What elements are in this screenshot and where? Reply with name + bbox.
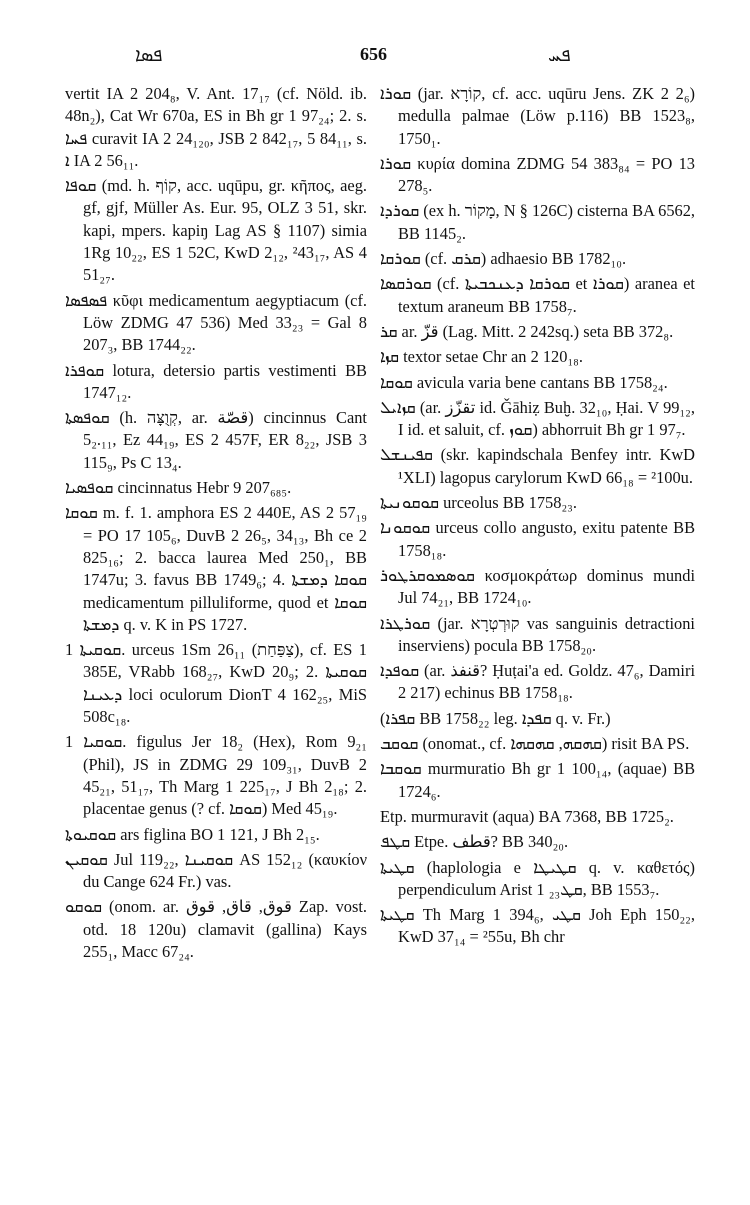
entry: ܩܘܩܘܢܐ urceus collo angusto, exitu patente BB 1758₁₈. <box>380 518 695 560</box>
entry: ܩܘܦܪܐ lotura, detersio partis vestimenti BB 1747₁₂. <box>65 360 367 402</box>
entry: Etp. murmuravit (aqua) BA 7368, BB 1725₂. <box>380 806 674 826</box>
entry: ܩܘܪܕܐ (ex h. מָקוֹר, N § 126C) cisterna BA 6562, BB 1145₂. <box>380 201 695 243</box>
entry: ܩܙܐܝܠ (ar. تقزّز id. Ǧāhiẓ Buḫ. 32₁₀, Ḥai. V 99₁₂, I id. et saluit, cf. ܩܘܙ) abhorruit Bh gr 1 97₇. <box>380 397 695 440</box>
entry: ܩܘܩܐ m. f. 1. amphora ES 2 440E, AS 2 57₁₉ = PO 17 105₆, DuvB 2 26₅, 34₁₃, Bh ce 2 825₁₆; 2. bacca laurea Med 250₁, BB 1747u; 3. favus BB 1749₆; 4. ܩܘܩܐ ܕܡܫܬܐ medicamentum pilluliforme, quod et ܩܘܩܐ ܕܡܫܬܐ q. v. K in PS 1727. <box>65 503 367 634</box>
entry: ܩܘܪܩܐ (cf. ܩܪܩ) adhaesio BB 1782₁₀. <box>380 249 627 269</box>
entry: ܩܘܩܒܐ murmuratio Bh gr 1 100₁₄, (aquae) BB 1724₆. <box>380 759 695 801</box>
entry: ܩܘܦܣܝܐ cincinnatus Hebr 9 207₆₈₅. <box>65 478 292 498</box>
entry: ܩܪ ar. قزّ (Lag. Mitt. 2 242sq.) seta BB 372₈. <box>380 321 674 341</box>
entry: ܩܘܪܐ κυρία domina ZDMG 54 383₈₄ = PO 13 278₅. <box>380 153 695 196</box>
header-left-word: ܦܣܐ <box>135 44 163 66</box>
entry: ܩܘܩܝܘܬܐ ars figlina BO 1 121, J Bh 2₁₅. <box>65 824 320 844</box>
entry: (ܩܦܪܐ BB 1758₂₂ leg. ܩܦܕܐ q. v. Fr.) <box>380 708 611 728</box>
entry: ܩܘܩܐ avicula varia bene cantans BB 1758₂₄. <box>380 372 668 392</box>
entry: ܩܘܪܩܣܐ (cf. ܩܘܪܩܐ ܕܥܢܟܒܝܬܐ et ܩܘܪܐ) aranea et textum araneum BB 1758₇. <box>380 274 695 316</box>
entry: ܩܘܣܡܘܩܪܛܘܪ κοσμοκράτωρ dominus mundi Jul 74₂₁, BB 1724₁₀. <box>380 565 695 608</box>
left-column <box>65 83 367 966</box>
entry: ܩܘܩܘܢܝܬܐ urceolus BB 1758₂₃. <box>380 493 577 513</box>
entry: ܩܘܪܐ (jar. קוֹרָא, cf. acc. uqūru Jens. ZK 2 2₆) medulla palmae (Löw p.116) BB 1523₈, 1750₁. <box>380 84 695 148</box>
entry: ܩܘܩܝܐ 1. figulus Jer 18₂ (Hex), Rom 9₂₁ (Phil), JS in ZDMG 29 109₃₁, DuvB 2 45₂₁, 51₁₇, Th Marg 1 225₁₇, J Bh 2₁₈; 2. placentae genus (? cf. ܩܘܩܐ) Med 45₁₉. <box>65 732 367 819</box>
entry: ܩܛܦ Etpe. قطف? BB 340₂₀. <box>380 832 569 852</box>
entry: ܩܘܦܕܐ (ar. قنفذ? Ḥuṭai'a ed. Goldz. 47₆, Damiri 2 217) echinus BB 1758₁₈. <box>380 661 695 703</box>
page-header <box>60 44 700 72</box>
entry: ܩܘܩܝܬܐ 1. urceus 1Sm 26₁₁ (צַפַּחַת), cf. ES 1 385E, VRabb 168₂₇, KwD 20₉; 2. ܩܘܩܝܬܐ ܕܥܝܢܐ loci oculorum DionT 4 162₂₅, MiS 508c₁₈. <box>65 640 367 727</box>
entry: ܦܣܦܣܐ κῦφι medicamentum aegyptiacum (cf. Löw ZDMG 47 536) Med 33₂₃ = Gal 8 207₃, BB 1744₂₂. <box>65 290 367 355</box>
entry: ܩܦܝܢܫܠ (skr. kapindschala Benfey intr. KwD ¹XLI) lagopus carylorum KwD 66₁₈ = ²100u. <box>380 445 695 487</box>
entry: ܩܛܝܬܐ (haplologia e ܩܛܝܛܐ q. v. καθετός) perpendiculum Arist 1 ܩܛ₂₃, BB 1553₇. <box>380 857 695 899</box>
entry: ܩܘܦܣܬܐ (h. קְוֻצָּה, ar. قصّة) cincinnus Cant 5₂.₁₁, Ez 44₁₉, ES 2 457F, ER 8₂₂, JSB 3 115₉, Ps C 13₄. <box>65 408 367 472</box>
header-right-word: ܦܚ <box>548 44 571 66</box>
entry: ܩܘܪܛܪܐ (jar. קוּרְטְרָא vas sanguinis detractioni inserviens) pocula BB 1758₂₀. <box>380 613 695 655</box>
page-number: 656 <box>360 44 387 64</box>
entry: ܩܙܐ textor setae Chr an 2 120₁₈. <box>380 347 583 367</box>
entry: ܩܘܩܒ (onomat., cf. ܩܗܩܗ, ܩܗܩܗܐ) risit BA PS. <box>380 734 690 754</box>
right-column <box>380 83 695 952</box>
entry: ܩܘܩܝܢ Jul 119₂₂, ܩܘܩܝܢܐ AS 152₁₂ (καυκίον du Cange 624 Fr.) vas. <box>65 849 367 892</box>
entry: ܩܛܝܬܐ Th Marg 1 394₆, ܩܛܝ Joh Eph 150₂₂, KwD 37₁₄ = ²55u, Bh chr <box>380 905 695 947</box>
entry: ܩܘܦܐ (md. h. קוֹף, acc. uqūpu, gr. κῆπος, aeg. gf, gjf, Müller As. Eur. 95, OLZ 3 51, skr. kapi, mpers. kapiŋ Lag AS § 1107) simia 1Rg 10₂₂, ES 1 52C, KwD 2₁₂, ²43₁₇, AS 4 51₂₇. <box>65 176 367 285</box>
entry: ܩܘܩܘ (onom. ar. قوق, قاق, قوق Zap. vost. otd. 18 120u) clamavit (gallina) Kays 255₁, Macc 67₂₄. <box>65 897 367 961</box>
entry: vertit IA 2 204₈, V. Ant. 17₁₇ (cf. Nöld. ib. 48n₂), Cat Wr 670a, ES in Bh gr 1 97₂₄; 2. s. ܦܚܐ curavit IA 2 24₁₂₀, JSB 2 842₁₇, 5 84₁₁, s. ܐ IA 2 56₁₁. <box>65 84 367 170</box>
